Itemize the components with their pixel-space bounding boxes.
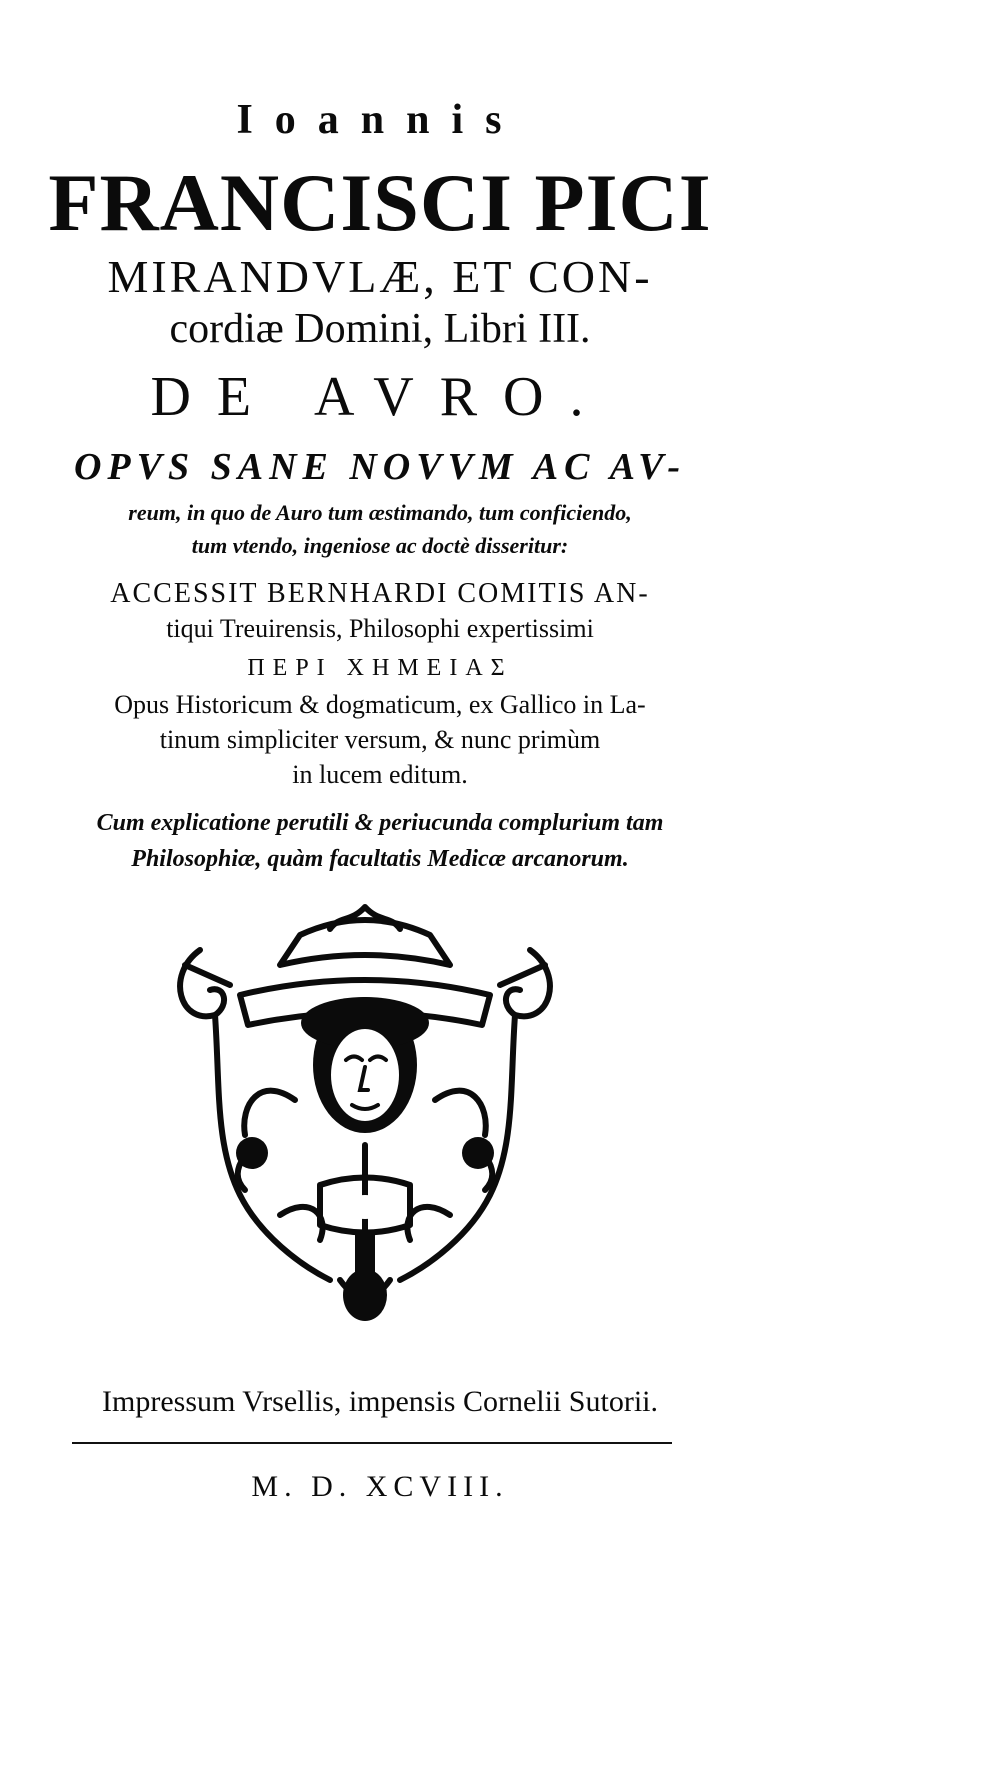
printers-device-cartouche-icon — [170, 895, 560, 1325]
accessit-line-2: tiqui Treuirensis, Philosophi expertissimi — [166, 614, 594, 643]
work-subtitle-line: cordiæ Domini, Libri III. — [169, 306, 591, 352]
imprint-line: Impressum Vrsellis, impensis Cornelii Sutorii. — [102, 1385, 658, 1418]
accessit-line-4: tinum simpliciter versum, & nunc primùm — [159, 725, 601, 754]
author-title-line: MIRANDVLÆ, ET CON- — [107, 251, 653, 302]
accessit-line-1: ACCESSIT BERNHARDI COMITIS AN- — [110, 578, 650, 609]
imprint-divider — [72, 1442, 672, 1444]
explication-line-2: Philosophiæ, quàm facultatis Medicæ arcanorum. — [131, 846, 629, 872]
accessit-line-5: in lucem editum. — [292, 760, 468, 789]
author-forename: Ioannis — [236, 97, 524, 143]
publication-date: M. D. XCVIII. — [251, 1470, 509, 1503]
author-name: FRANCISCI PICI — [48, 157, 712, 248]
accessit-line-3: Opus Historicum & dogmaticum, ex Gallico in La- — [114, 690, 646, 719]
work-description-line-2: reum, in quo de Auro tum æstimando, tum conficiendo, — [128, 500, 632, 525]
greek-title: ΠΕΡΙ ΧΗΜΕΙΑΣ — [247, 655, 513, 681]
work-description-line-1: OPVS SANE NOVVM AC AV- — [73, 446, 687, 488]
work-description-line-3: tum vtendo, ingeniose ac doctè disseritur: — [191, 533, 569, 558]
explication-line-1: Cum explicatione perutili & periucunda complurium tam — [96, 810, 664, 836]
work-title: DE AVRO. — [150, 366, 610, 428]
